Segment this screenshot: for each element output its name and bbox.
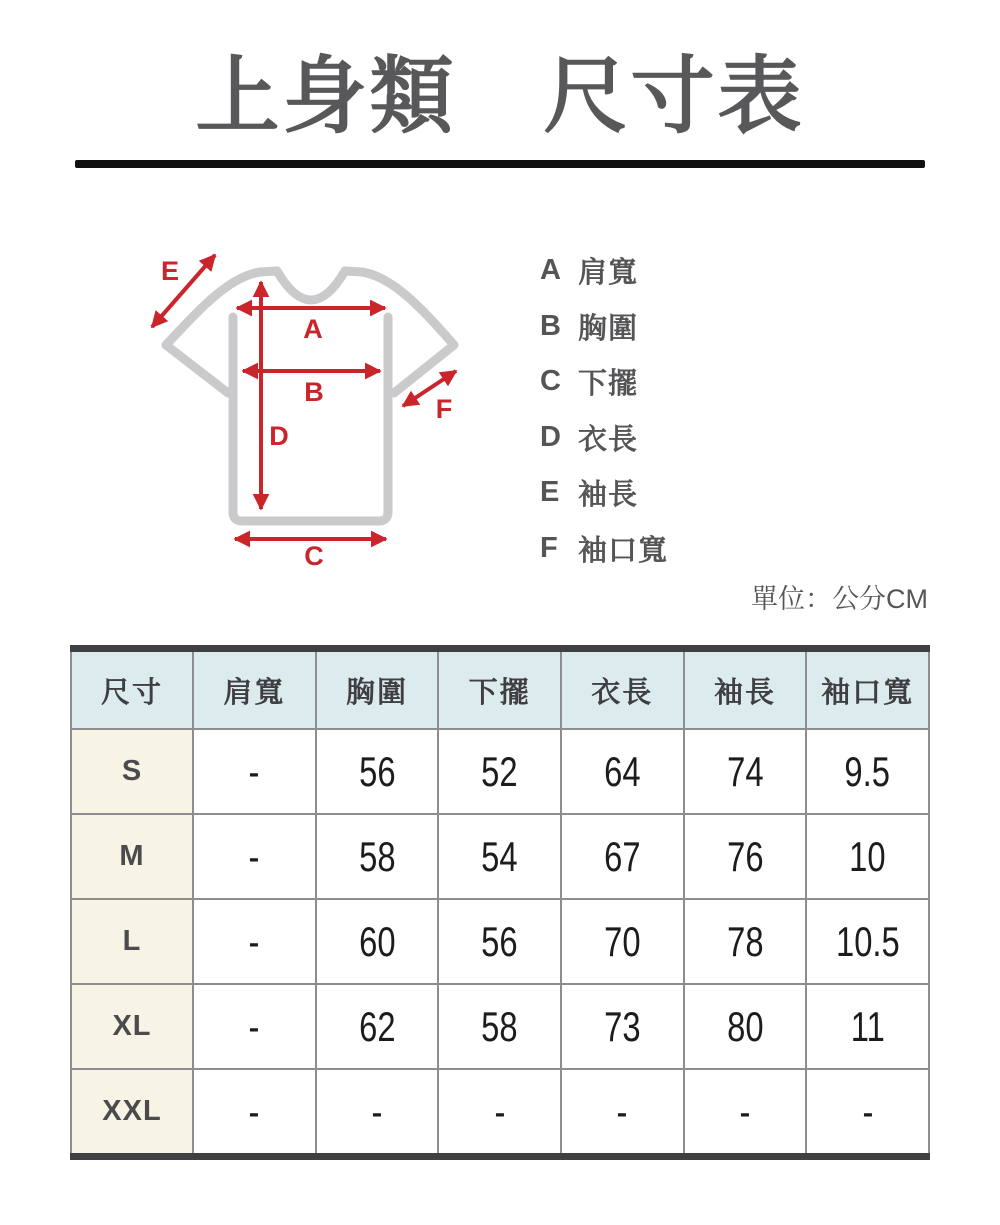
measurement-legend	[540, 243, 668, 576]
size-table	[70, 645, 930, 1160]
value-cell: -	[561, 1069, 684, 1157]
value-cell: 58	[438, 984, 561, 1069]
value-cell: 67	[561, 814, 684, 899]
legend-item-chest	[540, 299, 668, 355]
column-header-hem: 下擺	[438, 649, 561, 730]
value-cell: 60	[316, 899, 439, 984]
value-cell: 78	[684, 899, 807, 984]
value-cell: -	[438, 1069, 561, 1157]
size-cell: S	[71, 729, 193, 814]
value-cell: 11	[806, 984, 929, 1069]
value-cell: -	[193, 1069, 316, 1157]
size-cell: XL	[71, 984, 193, 1069]
title-underline	[75, 160, 925, 168]
size-cell: M	[71, 814, 193, 899]
value-cell: 56	[316, 729, 439, 814]
value-cell: 76	[684, 814, 807, 899]
legend-key: F	[540, 531, 558, 564]
value-cell: 80	[684, 984, 807, 1069]
value-cell: -	[316, 1069, 439, 1157]
legend-key: D	[540, 420, 561, 453]
value-cell: -	[684, 1069, 807, 1157]
column-header-shoulder: 肩寬	[193, 649, 316, 730]
tshirt-body	[233, 317, 388, 521]
legend-key: E	[540, 476, 560, 509]
page-title: 上身類 尺寸表	[195, 49, 805, 143]
arrow-label-b: B	[304, 377, 324, 407]
value-cell: 64	[561, 729, 684, 814]
legend-key: C	[540, 365, 561, 398]
column-header-chest: 胸圍	[316, 649, 439, 730]
legend-label: 肩寬	[578, 257, 639, 290]
column-header-cuff: 袖口寬	[806, 649, 929, 730]
value-cell: -	[193, 814, 316, 899]
legend-label: 袖長	[578, 479, 639, 512]
arrow-label-c: C	[304, 541, 324, 571]
value-cell: 73	[561, 984, 684, 1069]
legend-item-shoulder	[540, 243, 668, 299]
arrow-label-a: A	[303, 314, 323, 344]
value-cell: 54	[438, 814, 561, 899]
table-row-xxl	[71, 1069, 929, 1157]
table-row-s	[71, 729, 929, 814]
column-header-sleeve: 袖長	[684, 649, 807, 730]
legend-item-cuff	[540, 521, 668, 577]
value-cell: 58	[316, 814, 439, 899]
arrow-label-d: D	[269, 421, 289, 451]
column-header-size: 尺寸	[71, 649, 193, 730]
value-cell: 10.5	[806, 899, 929, 984]
value-cell: 10	[806, 814, 929, 899]
value-cell: -	[193, 899, 316, 984]
table-header-row	[71, 649, 929, 730]
legend-label: 袖口寬	[578, 534, 669, 567]
value-cell: -	[193, 729, 316, 814]
table-row-l	[71, 899, 929, 984]
value-cell: 70	[561, 899, 684, 984]
value-cell: -	[193, 984, 316, 1069]
value-cell: 74	[684, 729, 807, 814]
value-cell: 62	[316, 984, 439, 1069]
table-row-xl	[71, 984, 929, 1069]
legend-item-hem	[540, 354, 668, 410]
legend-key: A	[540, 254, 561, 287]
tshirt-measurement-diagram	[110, 225, 510, 585]
size-cell: L	[71, 899, 193, 984]
value-cell: 9.5	[806, 729, 929, 814]
value-cell: 52	[438, 729, 561, 814]
size-cell: XXL	[71, 1069, 193, 1157]
legend-label: 衣長	[578, 423, 639, 456]
legend-key: B	[540, 309, 561, 342]
value-cell: -	[806, 1069, 929, 1157]
table-row-m	[71, 814, 929, 899]
value-cell: 56	[438, 899, 561, 984]
legend-item-length	[540, 410, 668, 466]
legend-item-sleeve	[540, 465, 668, 521]
arrow-label-e: E	[160, 256, 180, 286]
column-header-length: 衣長	[561, 649, 684, 730]
arrow-label-f: F	[435, 394, 453, 424]
unit-note: 單位：公分CM	[751, 584, 928, 614]
legend-label: 下擺	[578, 368, 639, 401]
legend-label: 胸圍	[578, 312, 639, 345]
